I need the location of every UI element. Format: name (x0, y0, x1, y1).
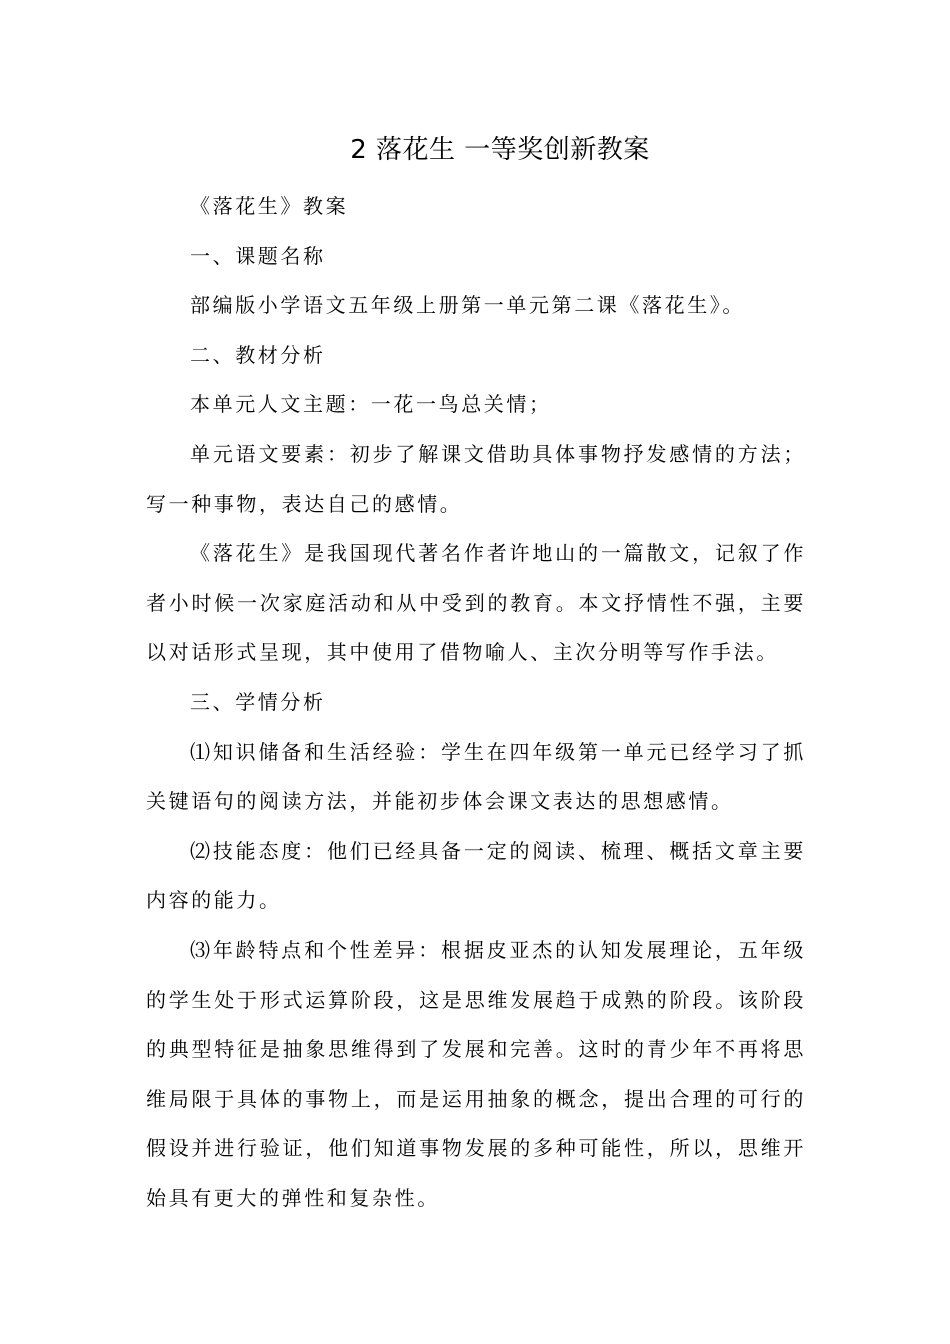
paragraph-knowledge: ⑴知识储备和生活经验：学生在四年级第一单元已经学习了抓关键语句的阅读方法，并能初步体会课文表达的思想感情。 (146, 739, 806, 814)
document-body (146, 182, 806, 1223)
paragraph-topic: 部编版小学语文五年级上册第一单元第二课《落花生》。 (190, 293, 745, 318)
section-heading-material: 二、教材分析 (190, 342, 326, 367)
paragraph-age-traits: ⑶年龄特点和个性差异：根据皮亚杰的认知发展理论，五年级的学生处于形式运算阶段，这是思维发展趋于成熟的阶段。该阶段的典型特征是抽象思维得到了发展和完善。这时的青少年不再将思维局限于具体的事物上，而是运用抽象的概念，提出合理的可行的假设并进行验证，他们知道事物发展的多种可能性，所以，思维开始具有更大的弹性和复杂性。 (146, 937, 806, 1210)
paragraph-theme: 本单元人文主题：一花一鸟总关情； (190, 392, 552, 417)
document-title: 2 落花生 一等奖创新教案 (350, 135, 650, 165)
section-heading-students: 三、学情分析 (190, 689, 326, 714)
section-heading-topic: 一、课题名称 (190, 243, 326, 268)
paragraph-elements: 单元语文要素：初步了解课文借助具体事物抒发感情的方法；写一种事物，表达自己的感情。 (146, 441, 806, 516)
paragraph-text-analysis: 《落花生》是我国现代著名作者许地山的一篇散文，记叙了作者小时候一次家庭活动和从中受到的教育。本文抒情性不强，主要以对话形式呈现，其中使用了借物喻人、主次分明等写作手法。 (146, 541, 806, 665)
lesson-plan-heading: 《落花生》教案 (190, 194, 349, 218)
paragraph-skills: ⑵技能态度：他们已经具备一定的阅读、梳理、概括文章主要内容的能力。 (146, 838, 806, 913)
